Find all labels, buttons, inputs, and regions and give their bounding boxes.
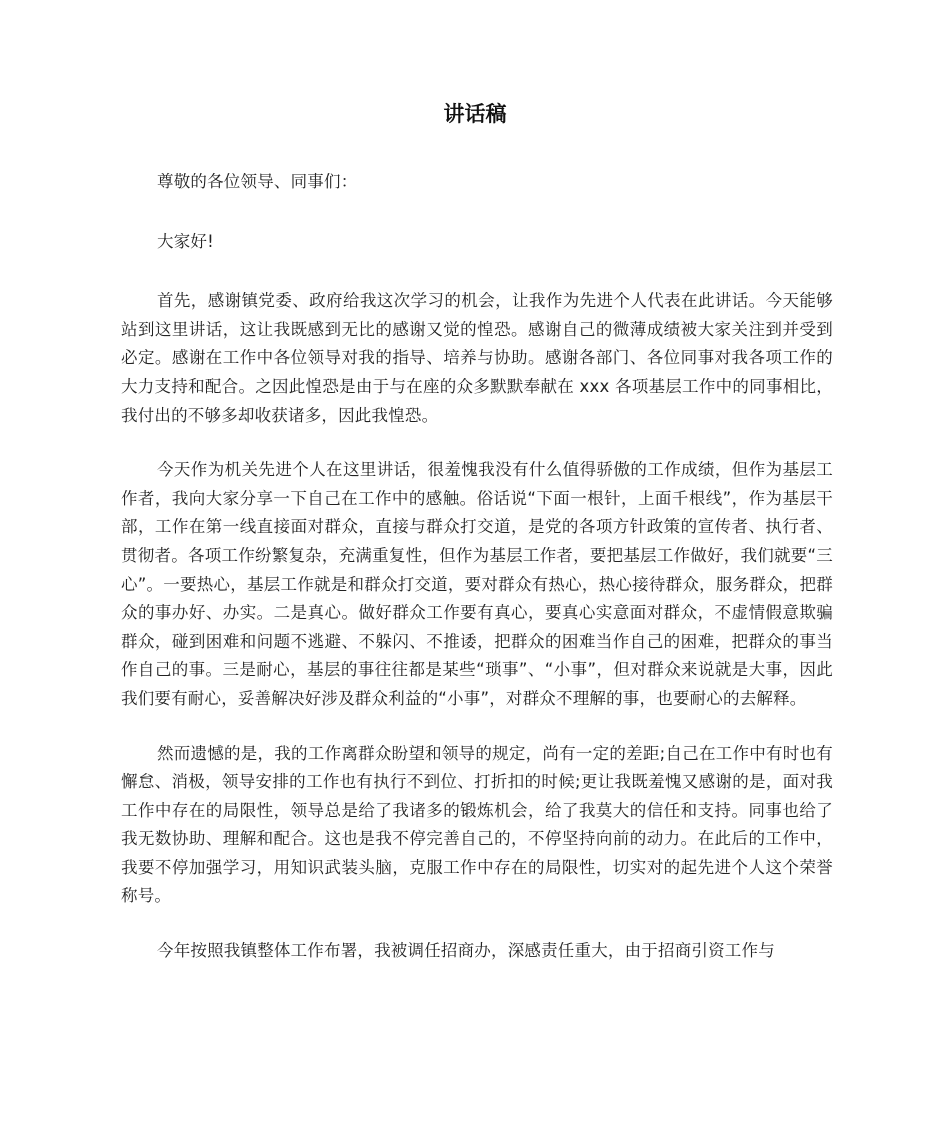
greeting: 大家好! (157, 231, 214, 251)
paragraph-reflection: 然而遗憾的是，我的工作离群众盼望和领导的规定，尚有一定的差距;自己在工作中有时也有懈怠、消极，领导安排的工作也有执行不到位、打折扣的时候;更让我既羞愧又感谢的是，面对我工作中存在的局限性，领导总是给了我诸多的锻炼机会，给了我莫大的信任和支持。同事也给了我无数协助、理解和配合。这也是我不停完善自己的，不停坚持向前的动力。在此后的工作中，我要不停加强学习，用知识武装头脑，克服工作中存在的局限性，切实对的起先进个人这个荣誉称号。 (121, 743, 833, 906)
paragraph-investment: 今年按照我镇整体工作布署，我被调任招商办，深感责任重大，由于招商引资工作与 (157, 941, 775, 961)
paragraph-three-hearts: 今天作为机关先进个人在这里讲话，很羞愧我没有什么值得骄傲的工作成绩，但作为基层工作者，我向大家分享一下自己在工作中的感触。俗话说“下面一根针，上面千根线”，作为基层干部，工作在第一线直接面对群众，直接与群众打交道，是党的各项方针政策的宣传者、执行者、贯彻者。各项工作纷繁复杂，充满重复性，但作为基层工作者，要把基层工作做好，我们就要“三心”。一要热心，基层工作就是和群众打交道，要对群众有热心，热心接待群众，服务群众，把群众的事办好、办实。二是真心。做好群众工作要有真心，要真心实意面对群众，不虚情假意欺骗群众，碰到困难和问题不逃避、不躲闪、不推诿，把群众的困难当作自己的困难，把群众的事当作自己的事。三是耐心，基层的事往往都是某些“琐事”、“小事”，但对群众来说就是大事，因此我们要有耐心，妥善解决好涉及群众利益的“小事”，对群众不理解的事，也要耐心的去解释。 (121, 460, 833, 708)
paragraph-thanks: 首先，感谢镇党委、政府给我这次学习的机会，让我作为先进个人代表在此讲话。今天能够站到这里讲话，这让我既感到无比的感谢又觉的惶恐。感谢自己的微薄成绩被大家关注到并受到必定。感谢在工作中各位领导对我的指导、培养与协助。感谢各部门、各位同事对我各项工作的大力支持和配合。之因此惶恐是由于与在座的众多默默奉献在 xxx 各项基层工作中的同事相比，我付出的不够多却收获诸多，因此我惶恐。 (121, 291, 833, 425)
document-body (121, 168, 833, 992)
document-title: 讲话稿 (443, 102, 507, 126)
salutation: 尊敬的各位领导、同事们： (157, 172, 358, 191)
